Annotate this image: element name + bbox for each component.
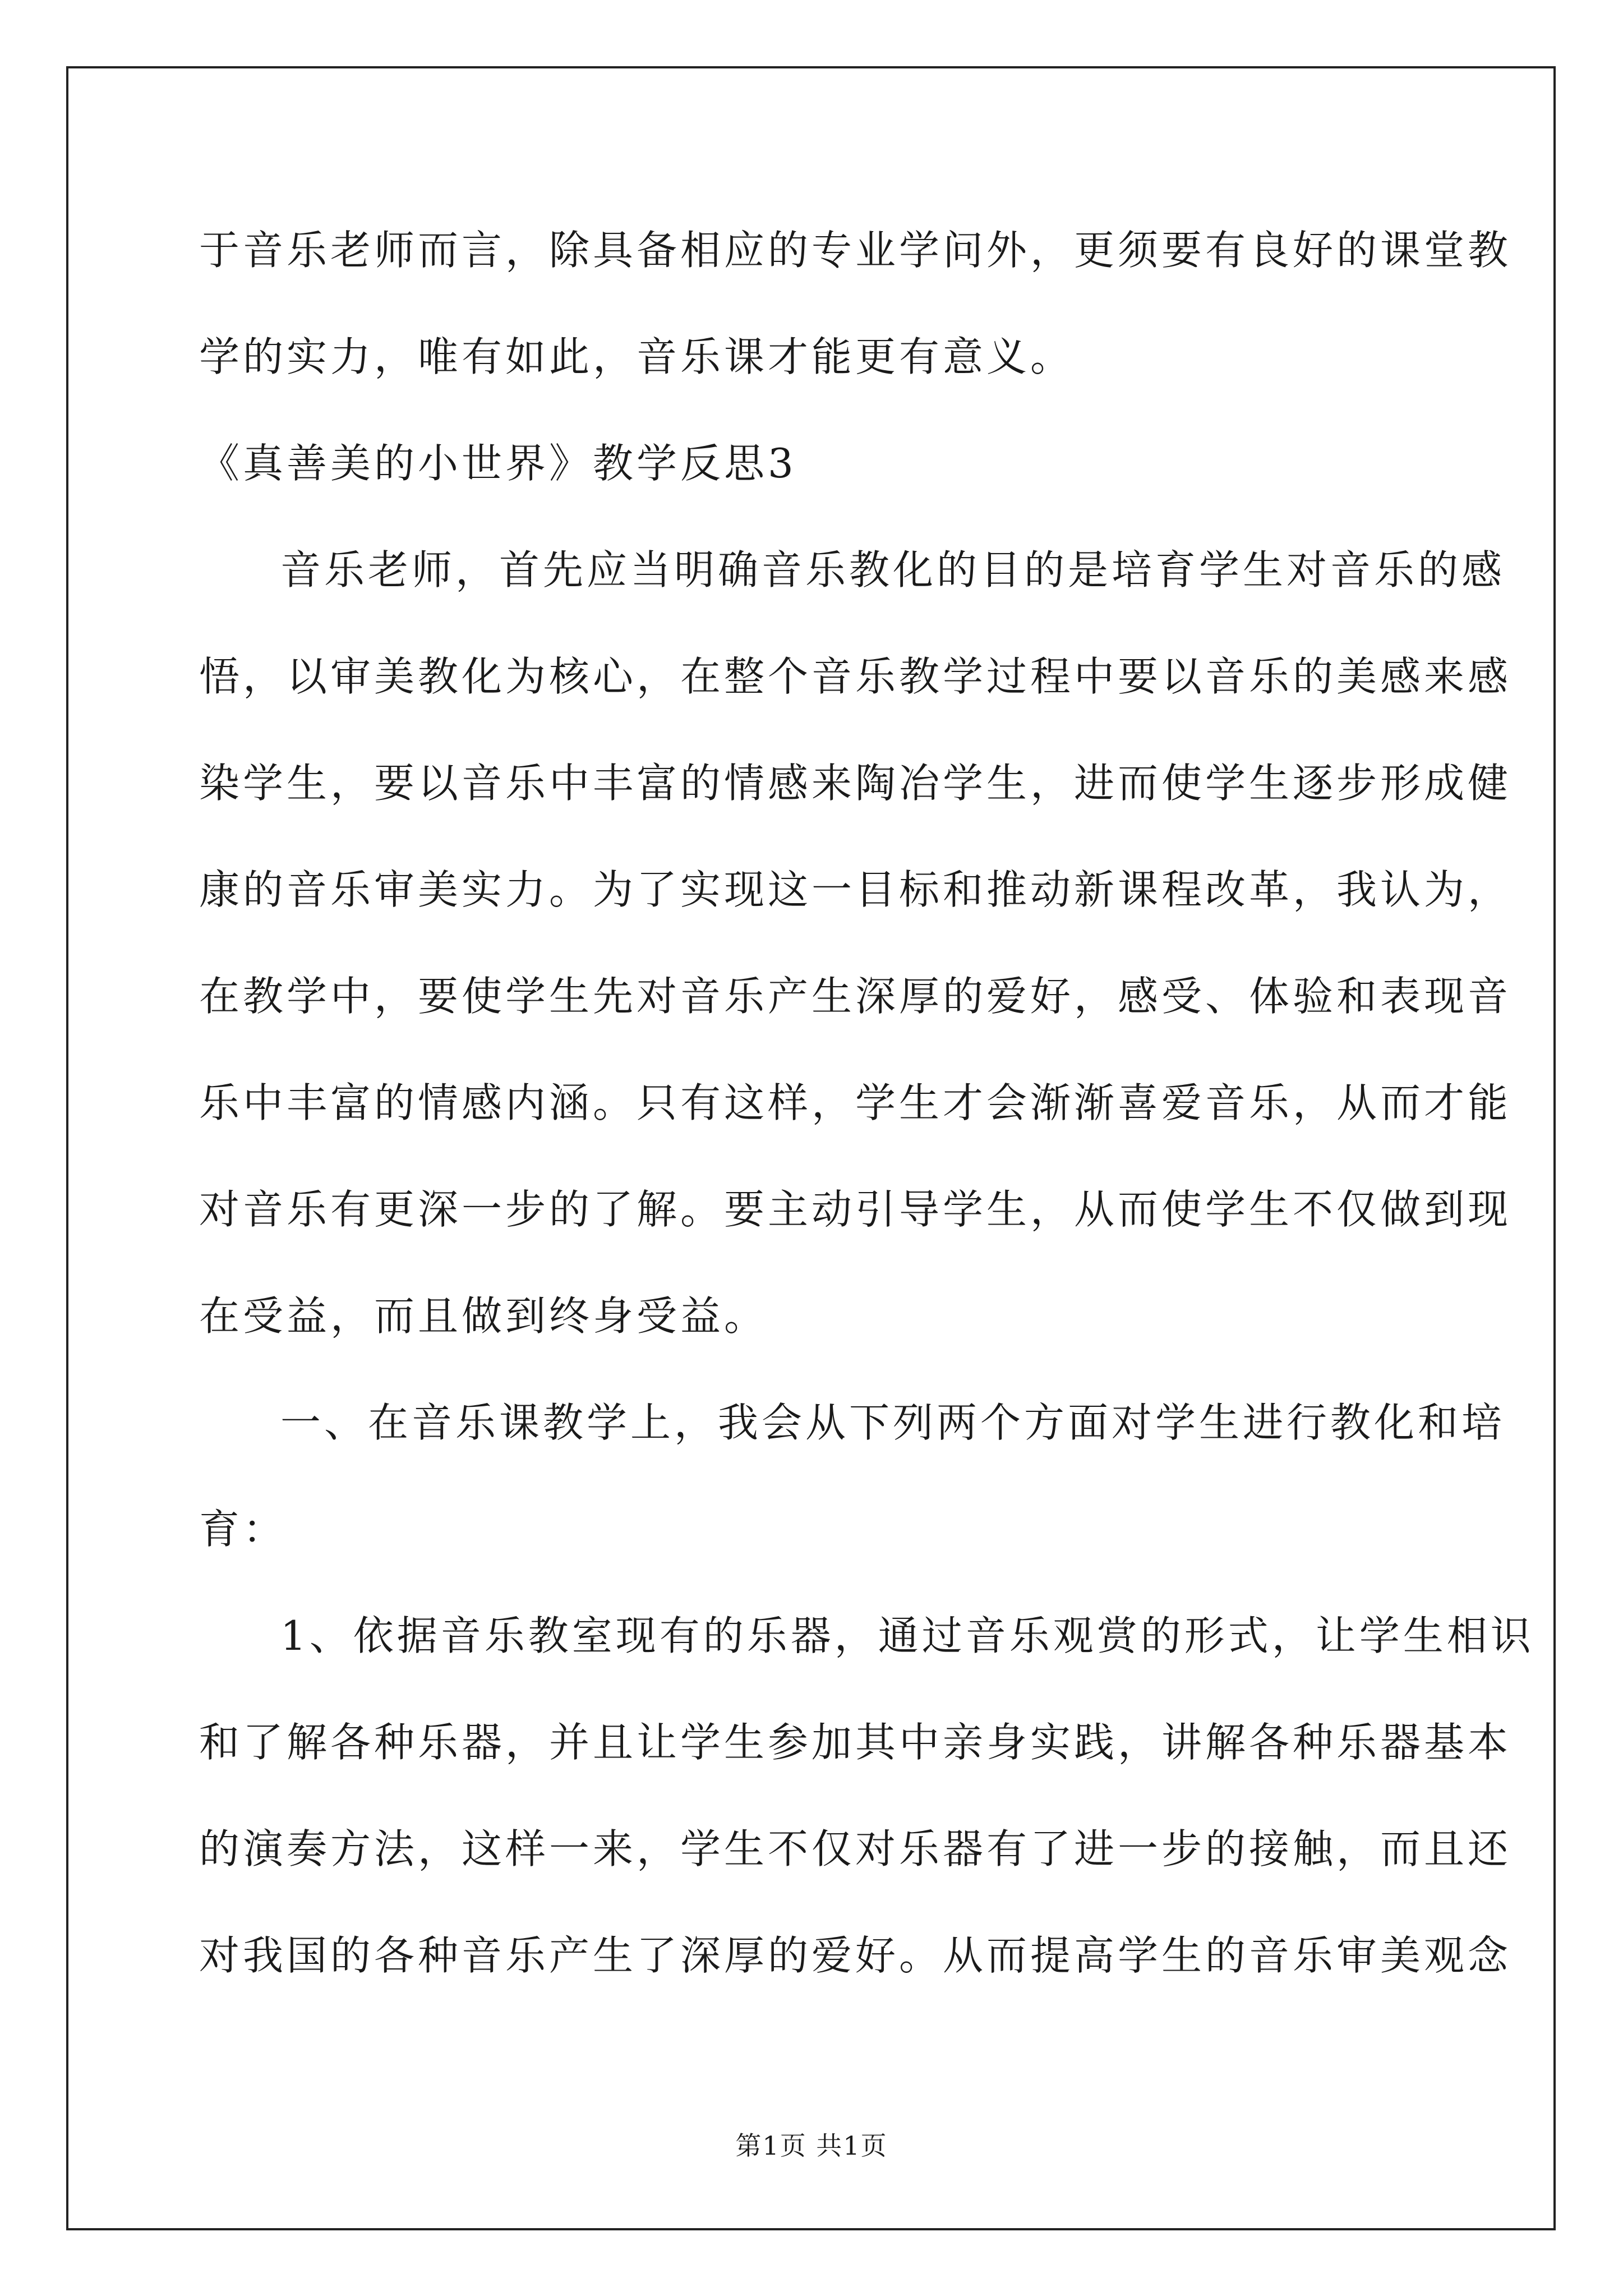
page-number-footer: 第1页 共1页 <box>735 2131 888 2161</box>
text-line: 在教学中，要使学生先对音乐产生深厚的爱好，感受、体验和表现音 <box>199 973 1512 1020</box>
text-line: 染学生，要以音乐中丰富的情感来陶冶学生，进而使学生逐步形成健 <box>199 760 1512 807</box>
text-line: 对我国的各种音乐产生了深厚的爱好。从而提高学生的音乐审美观念 <box>199 1932 1512 1979</box>
section-heading: 《真善美的小世界》教学反思3 <box>199 440 797 487</box>
page-border <box>66 66 1556 2230</box>
text-line: 于音乐老师而言，除具备相应的专业学问外，更须要有良好的课堂教 <box>199 227 1512 274</box>
text-line: 悟，以审美教化为核心，在整个音乐教学过程中要以音乐的美感来感 <box>199 653 1512 700</box>
text-line: 康的音乐审美实力。为了实现这一目标和推动新课程改革，我认为， <box>199 866 1512 913</box>
paragraph-first-line: 一、在音乐课教学上，我会从下列两个方面对学生进行教化和培 <box>280 1399 1506 1446</box>
text-line: 在受益，而且做到终身受益。 <box>199 1292 768 1340</box>
text-line: 育： <box>199 1506 287 1553</box>
paragraph-first-line: 1、依据音乐教室现有的乐器，通过音乐观赏的形式，让学生相识 <box>280 1612 1534 1659</box>
text-line: 的演奏方法，这样一来，学生不仅对乐器有了进一步的接触，而且还 <box>199 1825 1512 1872</box>
text-line: 对音乐有更深一步的了解。要主动引导学生，从而使学生不仅做到现 <box>199 1186 1512 1233</box>
text-line: 学的实力，唯有如此，音乐课才能更有意义。 <box>199 333 1075 380</box>
text-line: 乐中丰富的情感内涵。只有这样，学生才会渐渐喜爱音乐，从而才能 <box>199 1079 1512 1126</box>
paragraph-first-line: 音乐老师，首先应当明确音乐教化的目的是培育学生对音乐的感 <box>280 546 1506 593</box>
text-line: 和了解各种乐器，并且让学生参加其中亲身实践，讲解各种乐器基本 <box>199 1719 1512 1766</box>
